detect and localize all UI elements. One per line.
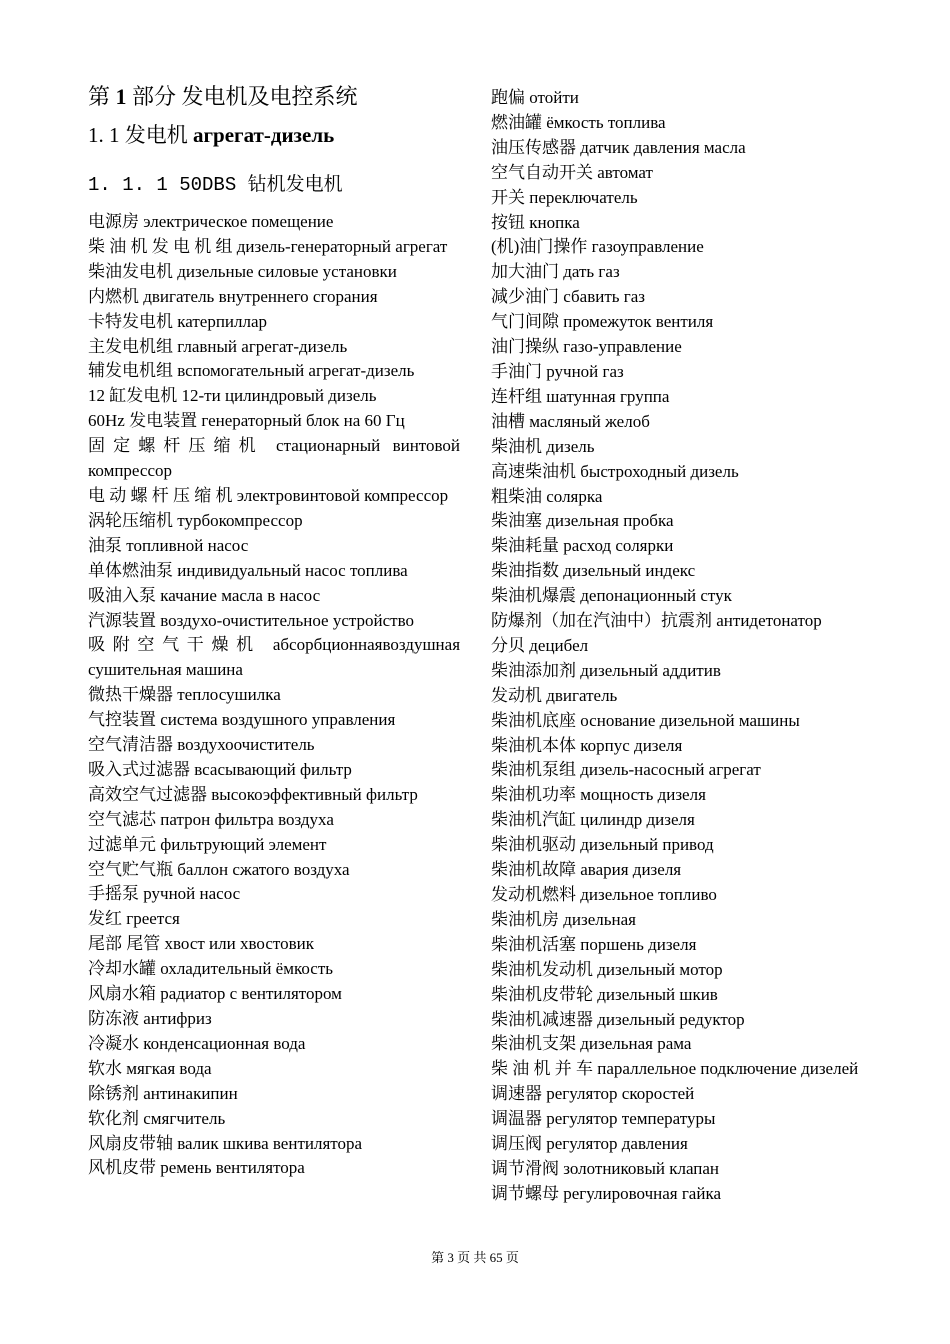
glossary-entry <box>491 1157 863 1182</box>
entry-chinese-term: 柴油机减速器 <box>491 1009 593 1029</box>
part-title <box>88 80 460 114</box>
entry-russian-term: датчик давления масла <box>580 137 746 157</box>
glossary-entry <box>88 235 460 260</box>
glossary-entry <box>88 982 460 1007</box>
entry-russian-term: индивидуальный насос топлива <box>177 560 408 580</box>
entry-chinese-term: 油槽 <box>491 411 525 431</box>
entry-chinese-term: 防爆剂（加在汽油中）抗震剂 <box>491 611 712 631</box>
entry-chinese-term: 软水 <box>88 1058 122 1078</box>
glossary-entry <box>491 858 863 883</box>
entry-chinese-term: 柴油耗量 <box>491 536 559 556</box>
glossary-entry <box>491 111 863 136</box>
entry-russian-term: катерпиллар <box>177 311 268 331</box>
entry-russian-term: сбавить газ <box>563 287 645 307</box>
entry-chinese-term: 卡特发电机 <box>88 311 173 331</box>
glossary-entry <box>88 484 460 509</box>
entry-russian-term: главный агрегат-дизель <box>177 336 348 356</box>
entry-russian-term: антидетонатор <box>716 611 822 631</box>
part-number: 1 <box>115 84 127 109</box>
entry-russian-term: двигатель <box>546 685 618 705</box>
entry-chinese-term: 柴油机支架 <box>491 1034 576 1054</box>
subsection-ru: агрегат-дизель <box>193 123 335 147</box>
entry-chinese-term: 风扇皮带轴 <box>88 1133 173 1153</box>
left-entry-list <box>88 210 460 1181</box>
glossary-entry <box>491 360 863 385</box>
entry-chinese-term: 柴油机汽缸 <box>491 810 576 830</box>
glossary-entry <box>88 210 460 235</box>
entry-russian-term: децибел <box>529 635 589 655</box>
glossary-entry <box>491 509 863 534</box>
entry-chinese-term: 高效空气过滤器 <box>88 784 207 804</box>
glossary-entry <box>88 858 460 883</box>
entry-chinese-term: 辅发电机组 <box>88 361 173 381</box>
entry-chinese-term: 过滤单元 <box>88 834 156 854</box>
glossary-entry <box>88 808 460 833</box>
entry-russian-term: дизельный привод <box>580 835 714 855</box>
glossary-entry <box>88 907 460 932</box>
left-column <box>88 80 460 1181</box>
entry-chinese-term: 发动机 <box>491 685 542 705</box>
glossary-entry <box>88 1132 460 1157</box>
entry-russian-term: конденсационная вода <box>143 1033 306 1053</box>
entry-chinese-term: 分贝 <box>491 635 525 655</box>
entry-russian-term: регулировочная гайка <box>563 1183 721 1203</box>
glossary-entry <box>491 86 863 111</box>
entry-russian-term: дизельная рама <box>580 1034 692 1054</box>
entry-chinese-term: 调速器 <box>491 1084 542 1104</box>
subsection-title <box>88 118 460 152</box>
glossary-entry <box>491 758 863 783</box>
subsubsection-title: 1. 1. 1 50DBS 钻机发电机 <box>88 174 343 196</box>
glossary-entry <box>88 260 460 285</box>
entry-russian-term: дизельный редуктор <box>597 1009 745 1029</box>
glossary-entry <box>88 1057 460 1082</box>
entry-chinese-term: 减少油门 <box>491 287 559 307</box>
entry-chinese-term: 柴油机驱动 <box>491 835 576 855</box>
entry-russian-term: охладительный ёмкость <box>160 959 334 979</box>
entry-russian-term: дизельный шкив <box>597 984 718 1004</box>
glossary-entry <box>88 932 460 957</box>
glossary-entry <box>88 733 460 758</box>
entry-russian-term: греется <box>126 909 180 929</box>
entry-chinese-term: 内燃机 <box>88 286 139 306</box>
entry-russian-term: корпус дизеля <box>580 735 683 755</box>
entry-russian-term: автомат <box>597 162 653 182</box>
entry-russian-term: ремень вентилятора <box>160 1158 305 1178</box>
entry-chinese-term: 气门间隙 <box>491 312 559 332</box>
entry-chinese-term: 加大油门 <box>491 262 559 282</box>
entry-russian-term: газоуправление <box>591 237 704 257</box>
entry-russian-term: 12-ти цилиндровый дизель <box>181 386 377 406</box>
entry-russian-term: электровинтовой компрессор <box>236 485 449 505</box>
entry-chinese-term: 开关 <box>491 187 525 207</box>
glossary-entry <box>88 833 460 858</box>
glossary-entry <box>491 1107 863 1132</box>
glossary-entry <box>491 634 863 659</box>
entry-chinese-term: 柴油机故障 <box>491 860 576 880</box>
entry-russian-term: радиатор с вентилятором <box>160 984 342 1004</box>
glossary-entry <box>491 385 863 410</box>
glossary-entry <box>491 559 863 584</box>
glossary-entry <box>491 734 863 759</box>
glossary-entry <box>88 409 460 434</box>
entry-russian-term: высокоэффективный фильтр <box>211 784 418 804</box>
glossary-entry <box>88 335 460 360</box>
entry-russian-term: регулятор давления <box>546 1134 688 1154</box>
entry-chinese-term: 油门操纵 <box>491 337 559 357</box>
glossary-entry <box>491 983 863 1008</box>
glossary-entry <box>491 161 863 186</box>
glossary-entry <box>88 434 460 484</box>
entry-russian-term: золотниковый клапан <box>563 1158 720 1178</box>
glossary-entry <box>491 485 863 510</box>
entry-russian-term: дизельная пробка <box>546 511 674 531</box>
entry-chinese-term: 微热干燥器 <box>88 685 173 705</box>
glossary-entry <box>88 708 460 733</box>
entry-russian-term: дизельный индекс <box>563 561 696 581</box>
entry-russian-term: регулятор температуры <box>546 1109 716 1129</box>
glossary-entry <box>491 1082 863 1107</box>
entry-russian-term: воздухо-очистительное устройство <box>160 610 414 630</box>
entry-russian-term: двигатель внутреннего сгорания <box>143 286 378 306</box>
glossary-entry <box>88 310 460 335</box>
entry-russian-term: солярка <box>546 486 603 506</box>
entry-russian-term: быстроходный дизель <box>580 461 739 481</box>
glossary-entry <box>491 460 863 485</box>
glossary-entry <box>491 435 863 460</box>
glossary-entry <box>491 211 863 236</box>
glossary-entry <box>491 1057 863 1082</box>
glossary-entry <box>491 609 863 634</box>
glossary-entry <box>491 1132 863 1157</box>
entry-russian-term: переключатель <box>529 187 638 207</box>
entry-russian-term: мощность дизеля <box>580 785 706 805</box>
glossary-entry <box>491 684 863 709</box>
entry-russian-term: цилиндр дизеля <box>580 810 695 830</box>
glossary-entry <box>88 1007 460 1032</box>
part-title-prefix: 第 <box>88 84 111 109</box>
entry-chinese-term: 吸油入泵 <box>88 585 156 605</box>
entry-chinese-term: 柴油添加剂 <box>491 660 576 680</box>
page-footer: 第 3 页 共 65 页 <box>431 1250 519 1265</box>
entry-chinese-term: 柴 油 机 并 车 <box>491 1059 593 1079</box>
entry-chinese-term: 粗柴油 <box>491 486 542 506</box>
entry-chinese-term: 调节螺母 <box>491 1183 559 1203</box>
entry-russian-term: дизельное топливо <box>580 885 717 904</box>
entry-chinese-term: 空气自动开关 <box>491 162 593 182</box>
entry-russian-term: антифриз <box>143 1009 212 1028</box>
entry-russian-term: ёмкость топлива <box>546 112 666 132</box>
entry-russian-term: теплосушилка <box>177 685 281 705</box>
entry-chinese-term: 柴油机活塞 <box>491 934 576 954</box>
right-entry-list <box>491 86 863 1207</box>
entry-russian-term: параллельное подключение дизелей <box>597 1059 859 1079</box>
glossary-entry <box>491 410 863 435</box>
entry-russian-term: шатунная группа <box>546 386 670 406</box>
entry-chinese-term: 柴油机底座 <box>491 710 576 730</box>
glossary-entry <box>88 534 460 559</box>
glossary-entry <box>88 584 460 609</box>
entry-chinese-term: 空气滤芯 <box>88 809 156 829</box>
glossary-entry <box>491 136 863 161</box>
entry-russian-term: масляный желоб <box>529 411 650 431</box>
glossary-entry <box>491 335 863 360</box>
glossary-entry <box>88 882 460 907</box>
entry-russian-term: баллон сжатого воздуха <box>177 859 350 879</box>
entry-russian-term: качание масла в насос <box>160 585 321 605</box>
entry-chinese-term: 柴油机泵组 <box>491 760 576 780</box>
entry-russian-term: газо-управление <box>563 337 682 357</box>
glossary-entry <box>491 933 863 958</box>
entry-chinese-term: (机)油门操作 <box>491 237 588 257</box>
entry-chinese-term: 12 缸发电机 <box>88 386 178 406</box>
entry-chinese-term: 柴油机发动机 <box>491 959 593 979</box>
entry-chinese-term: 电 动 螺 杆 压 缩 机 <box>88 485 233 505</box>
entry-chinese-term: 柴油指数 <box>491 561 559 581</box>
glossary-entry <box>491 908 863 933</box>
glossary-entry <box>491 1182 863 1207</box>
glossary-entry <box>88 1107 460 1132</box>
entry-chinese-term: 柴油机房 <box>491 909 559 929</box>
entry-chinese-term: 燃油罐 <box>491 112 542 132</box>
entry-chinese-term: 柴油机 <box>491 436 542 456</box>
entry-chinese-term: 防冻液 <box>88 1009 139 1028</box>
entry-russian-term: воздухоочиститель <box>177 735 315 755</box>
right-column <box>491 86 863 1207</box>
glossary-entry <box>491 1032 863 1057</box>
glossary-entry <box>491 808 863 833</box>
entry-chinese-term: 软化剂 <box>88 1108 139 1128</box>
glossary-entry <box>88 1032 460 1057</box>
glossary-entry <box>491 783 863 808</box>
entry-russian-term: топливной насос <box>126 535 249 555</box>
entry-russian-term: регулятор скоростей <box>546 1084 695 1104</box>
entry-chinese-term: 柴油机本体 <box>491 735 576 755</box>
glossary-entry <box>491 1008 863 1033</box>
entry-russian-term: генераторный блок на 60 Гц <box>201 411 405 431</box>
entry-chinese-term: 手摇泵 <box>88 884 139 904</box>
glossary-entry <box>491 285 863 310</box>
entry-chinese-term: 冷却水罐 <box>88 959 156 979</box>
glossary-entry <box>88 1156 460 1181</box>
entry-russian-term: турбокомпрессор <box>177 510 303 530</box>
entry-chinese-term: 吸附空气干燥机 <box>88 635 261 655</box>
entry-russian-term: фильтрующий элемент <box>160 834 327 854</box>
entry-russian-term: дизель-насосный агрегат <box>580 760 761 780</box>
entry-russian-term: валик шкива вентилятора <box>177 1133 363 1153</box>
entry-russian-term: абсорбционнаявоздушная сушительная машина <box>88 635 461 680</box>
entry-chinese-term: 电源房 <box>88 212 139 231</box>
glossary-entry <box>88 633 460 683</box>
entry-chinese-term: 油泵 <box>88 535 122 555</box>
entry-russian-term: дизельные силовые установки <box>177 261 397 281</box>
entry-chinese-term: 柴油塞 <box>491 511 542 531</box>
entry-russian-term: патрон фильтра воздуха <box>160 809 334 829</box>
entry-chinese-term: 油压传感器 <box>491 137 576 157</box>
glossary-entry <box>491 310 863 335</box>
entry-chinese-term: 高速柴油机 <box>491 461 576 481</box>
entry-russian-term: смягчитель <box>143 1108 226 1128</box>
entry-chinese-term: 手油门 <box>491 361 542 381</box>
entry-chinese-term: 60Hz 发电装置 <box>88 411 198 431</box>
entry-russian-term: дизельная <box>563 909 636 929</box>
glossary-entry <box>88 683 460 708</box>
entry-chinese-term: 气控装置 <box>88 710 156 730</box>
entry-chinese-term: 吸入式过滤器 <box>88 759 190 779</box>
glossary-entry <box>491 659 863 684</box>
entry-chinese-term: 冷凝水 <box>88 1033 139 1053</box>
entry-chinese-term: 柴油机功率 <box>491 785 576 805</box>
glossary-entry <box>88 957 460 982</box>
entry-russian-term: депонационный стук <box>580 586 732 606</box>
glossary-entry <box>491 260 863 285</box>
glossary-entry <box>88 359 460 384</box>
entry-russian-term: ручной газ <box>546 361 624 381</box>
entry-russian-term: электрическое помещение <box>143 212 334 231</box>
entry-chinese-term: 单体燃油泵 <box>88 560 173 580</box>
glossary-entry <box>88 384 460 409</box>
entry-chinese-term: 主发电机组 <box>88 336 173 356</box>
entry-chinese-term: 发红 <box>88 909 122 929</box>
entry-chinese-term: 柴油机皮带轮 <box>491 984 593 1004</box>
entry-chinese-term: 柴油发电机 <box>88 261 173 281</box>
entry-chinese-term: 柴油机爆震 <box>491 586 576 606</box>
entry-russian-term: основание дизельной машины <box>580 710 800 730</box>
glossary-entry <box>491 186 863 211</box>
entry-russian-term: стационарный винтовой компрессор <box>88 436 461 481</box>
glossary-entry <box>491 235 863 260</box>
entry-russian-term: хвост или хвостовик <box>164 934 314 954</box>
subsection-prefix: 1. 1 发电机 <box>88 123 188 147</box>
entry-russian-term: промежуток вентиля <box>563 312 714 332</box>
entry-russian-term: дизельный мотор <box>597 959 723 979</box>
glossary-entry <box>88 559 460 584</box>
glossary-entry <box>88 758 460 783</box>
entry-chinese-term: 涡轮压缩机 <box>88 510 173 530</box>
entry-russian-term: расход солярки <box>563 536 674 556</box>
glossary-entry <box>491 709 863 734</box>
glossary-entry <box>88 609 460 634</box>
glossary-entry <box>88 1082 460 1107</box>
glossary-entry <box>88 285 460 310</box>
glossary-entry <box>491 833 863 858</box>
entry-russian-term: мягкая вода <box>126 1058 212 1078</box>
glossary-entry <box>491 958 863 983</box>
entry-chinese-term: 调温器 <box>491 1109 542 1129</box>
entry-russian-term: дизельный аддитив <box>580 660 721 680</box>
part-title-suffix: 部分 发电机及电控系统 <box>132 84 358 109</box>
entry-chinese-term: 调压阀 <box>491 1134 542 1154</box>
entry-chinese-term: 空气贮气瓶 <box>88 859 173 879</box>
entry-russian-term: кнопка <box>529 212 580 232</box>
entry-chinese-term: 除锈剂 <box>88 1083 139 1103</box>
glossary-entry <box>491 534 863 559</box>
entry-chinese-term: 汽源装置 <box>88 610 156 630</box>
glossary-entry <box>88 509 460 534</box>
entry-chinese-term: 固定螺杆压缩机 <box>88 436 264 456</box>
entry-russian-term: отойти <box>529 88 579 107</box>
entry-chinese-term: 调节滑阀 <box>491 1158 559 1178</box>
entry-russian-term: дизель-генераторный агрегат <box>236 236 448 256</box>
entry-russian-term: дизель <box>546 436 595 456</box>
entry-chinese-term: 尾部 尾管 <box>88 934 161 954</box>
entry-chinese-term: 发动机燃料 <box>491 885 576 904</box>
entry-russian-term: антинакипин <box>143 1083 238 1103</box>
entry-russian-term: поршень дизеля <box>580 934 697 954</box>
entry-russian-term: дать газ <box>563 262 620 282</box>
entry-chinese-term: 风扇水箱 <box>88 984 156 1004</box>
glossary-entry <box>88 783 460 808</box>
entry-russian-term: всасывающий фильтр <box>194 759 352 779</box>
entry-chinese-term: 柴 油 机 发 电 机 组 <box>88 236 233 256</box>
entry-chinese-term: 空气清洁器 <box>88 735 173 755</box>
glossary-entry <box>491 584 863 609</box>
entry-chinese-term: 跑偏 <box>491 88 525 107</box>
entry-russian-term: ручной насос <box>143 884 241 904</box>
entry-chinese-term: 按钮 <box>491 212 525 232</box>
entry-chinese-term: 风机皮带 <box>88 1158 156 1178</box>
entry-russian-term: авария дизеля <box>580 860 682 880</box>
glossary-entry <box>491 883 863 908</box>
entry-russian-term: система воздушного управления <box>160 710 396 730</box>
entry-chinese-term: 连杆组 <box>491 386 542 406</box>
entry-russian-term: вспомогательный агрегат-дизель <box>177 361 415 381</box>
